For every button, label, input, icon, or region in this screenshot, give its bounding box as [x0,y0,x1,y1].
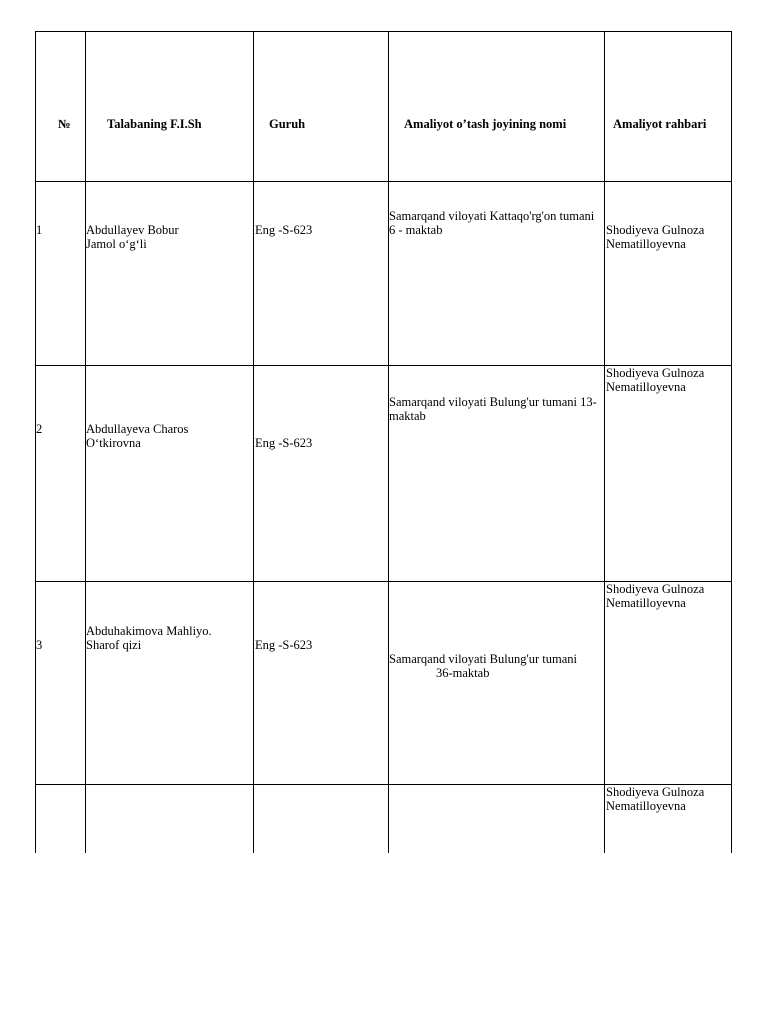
student-name-line: Jamol o‘g‘li [86,237,147,251]
header-student-name: Talabaning F.I.Sh [107,117,202,131]
header-supervisor: Amaliyot rahbari [613,117,707,131]
practice-place [389,209,594,237]
supervisor-name-line: Nematilloyevna [606,237,686,251]
column-divider-2 [253,31,254,853]
practice-place [389,652,577,680]
student-name [86,422,188,450]
header-practice-place: Amaliyot o’tash joyining nomi [404,117,567,131]
student-name [86,223,179,251]
group-code: Eng -S-623 [255,436,313,450]
practice-place-line: Samarqand viloyati Bulung'ur tumani 13- [389,395,597,409]
column-divider-3 [388,31,389,853]
student-name-line: O‘tkirovna [86,436,141,450]
group-code: Eng -S-623 [255,223,313,237]
row-number: 1 [36,223,43,237]
supervisor-name-line: Shodiyeva Gulnoza [606,366,705,380]
practice-place-line: 36-maktab [436,666,490,680]
group-code: Eng -S-623 [255,638,313,652]
supervisor-name-line: Shodiyeva Gulnoza [606,582,705,596]
supervisor-name-line: Nematilloyevna [606,799,686,813]
row-number: 2 [36,422,43,436]
supervisor-name-line: Shodiyeva Gulnoza [606,785,705,799]
supervisor-name-line: Shodiyeva Gulnoza [606,223,705,237]
supervisor-name [606,582,704,610]
row-number: 3 [36,638,43,652]
practice-place-line: maktab [389,409,426,423]
column-divider-4 [604,31,605,853]
row-divider-1 [35,181,732,182]
student-name-line: Abdullayev Bobur [86,223,179,237]
supervisor-name-line: Nematilloyevna [606,380,686,394]
practice-place-line: Samarqand viloyati Bulung'ur tumani [389,652,577,666]
student-name-line: Abdullayeva Charos [86,422,189,436]
header-group: Guruh [269,117,306,131]
practice-place-line: 6 - maktab [389,223,443,237]
table-border-top [35,31,732,32]
supervisor-name [606,366,704,394]
supervisor-name [606,223,704,251]
table-border-left [35,31,36,853]
student-name [86,624,212,652]
student-name-line: Sharof qizi [86,638,142,652]
supervisor-name-line: Nematilloyevna [606,596,686,610]
supervisor-name [606,785,704,813]
header-number: № [58,117,71,131]
practice-place [389,395,597,423]
student-name-line: Abduhakimova Mahliyo. [86,624,212,638]
table-border-right [731,31,732,853]
practice-place-line: Samarqand viloyati Kattaqo'rg'on tumani [389,209,595,223]
